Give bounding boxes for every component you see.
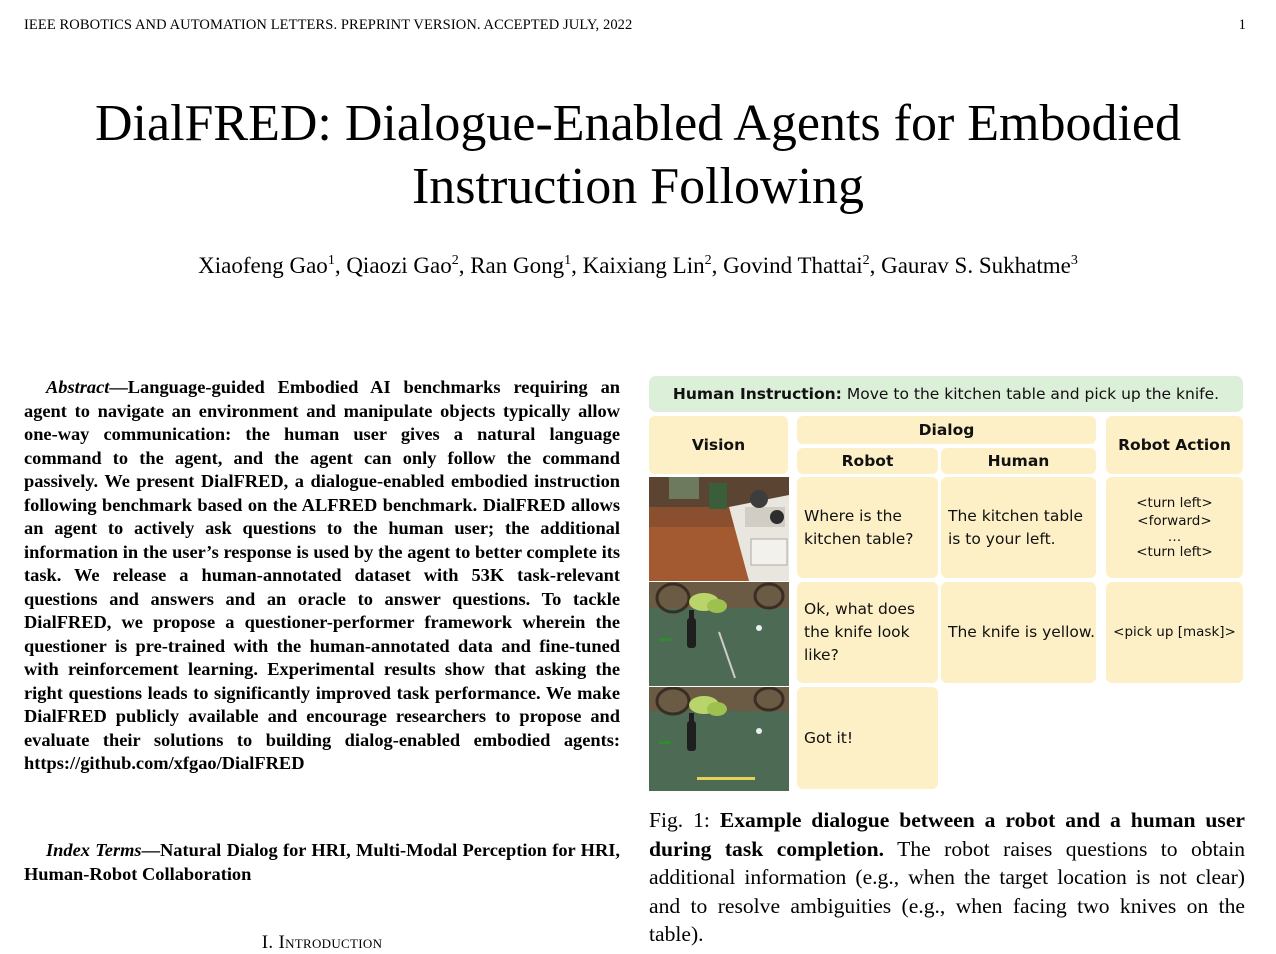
action-ellipsis: … [1167,528,1182,545]
page-number: 1 [1238,17,1246,33]
robot-utterance-2: Ok, what does the knife look like? [797,582,938,683]
author: Govind Thattai$^2$ [723,253,870,278]
author: Gaurav S. Sukhatme$^3$ [881,253,1078,278]
paper-title [0,92,1276,218]
index-terms-lead: Index Terms [46,840,142,860]
author: Ran Gong$^1$ [470,253,572,278]
abstract-text: —Language-guided Embodied AI benchmarks requiring an agent to navigate an environment and manipulate objects typically allow one-way communication: the human user gives a natural language command to the agent, and the agent can only follow the command passively. We present DialFRED, a dialogue-enabled embodied instruction following benchmark based on the ALFRED benchmark. DialFRED allows an agent to actively ask questions to the human user; the additional information in the user’s response is used by the agent to better complete its task. We release a human-annotated dataset with 53K task-relevant questions and answers and an oracle to answer questions. To tackle DialFRED, we propose a questioner-performer framework wherein the questioner is pre-trained with the human-annotated data and fine-tuned with reinforcement learning. Experimental results show that asking the right questions leads to significantly improved task performance. We make DialFRED publicly available and encourage researchers to propose and evaluate their solutions to building dialog-enabled embodied agents: https://github.com/xfgao/DialFRED [24,377,620,773]
section-number: I. [261,932,274,953]
running-header [24,17,1246,34]
robot-utterance-1: Where is the kitchen table? [797,477,938,578]
author: Xiaofeng Gao$^1$ [198,253,335,278]
robot-utterance-3: Got it! [797,687,938,789]
author: Kaixiang Lin$^2$ [582,253,712,278]
action-turn-left: <turn left> [1136,494,1213,511]
dialog-header: Dialog [797,416,1096,444]
vision-image-table-knife-1 [649,582,789,686]
caption-label: Fig. 1: [649,808,710,832]
figure-1 [649,376,1244,792]
author-list: Xiaofeng Gao$^1$, Qiaozi Gao$^2$, Ran Gong$^1$, Kaixiang Lin$^2$, Govind Thattai$^2$, Gaurav S. Sukhatme$^3$ [198,253,1078,278]
human-utterance-1: The kitchen table is to your left. [941,477,1096,578]
index-terms [24,839,620,886]
action-forward: <forward> [1137,513,1212,530]
instruction-text: Move to the kitchen table and pick up the knife. [846,385,1220,403]
vision-header: Vision [649,416,788,474]
robot-action-header: Robot Action [1106,416,1243,474]
action-pick-up: <pick up [mask]> [1113,624,1236,641]
human-utterance-2: The knife is yellow. [941,582,1096,683]
robot-action-2 [1106,582,1243,683]
human-header: Human [941,448,1096,474]
section-title: Introduction [278,932,383,953]
author: Qiaozi Gao$^2$ [346,253,459,278]
human-instruction-bar [649,376,1243,412]
abstract [24,376,620,776]
journal-name: IEEE ROBOTICS AND AUTOMATION LETTERS. PREPRINT VERSION. ACCEPTED JULY, 2022 [24,17,633,33]
figure-caption [649,806,1245,949]
instruction-label: Human Instruction: [672,385,842,403]
robot-action-1 [1106,477,1243,578]
action-turn-left: <turn left> [1136,543,1213,560]
abstract-lead: Abstract [46,377,110,397]
vision-image-kitchen-counter [649,477,789,581]
robot-header: Robot [797,448,938,474]
caption-bold: Example dialogue between a robot and a human user during task completion. [649,808,1245,861]
caption-text: The robot raises questions to obtain additional information (e.g., when the target location is not clear) and to resolve ambiguities (e.g., when facing two knives on the table). [649,836,1245,946]
title-line-2: Instruction Following [411,158,865,215]
index-terms-text: —Natural Dialog for HRI, Multi-Modal Perception for HRI, Human-Robot Collaboration [24,840,620,884]
section-heading [0,932,644,954]
vision-image-table-knife-2 [649,687,789,791]
title-line-1: DialFRED: Dialogue-Enabled Agents for Embodied [94,95,1181,152]
